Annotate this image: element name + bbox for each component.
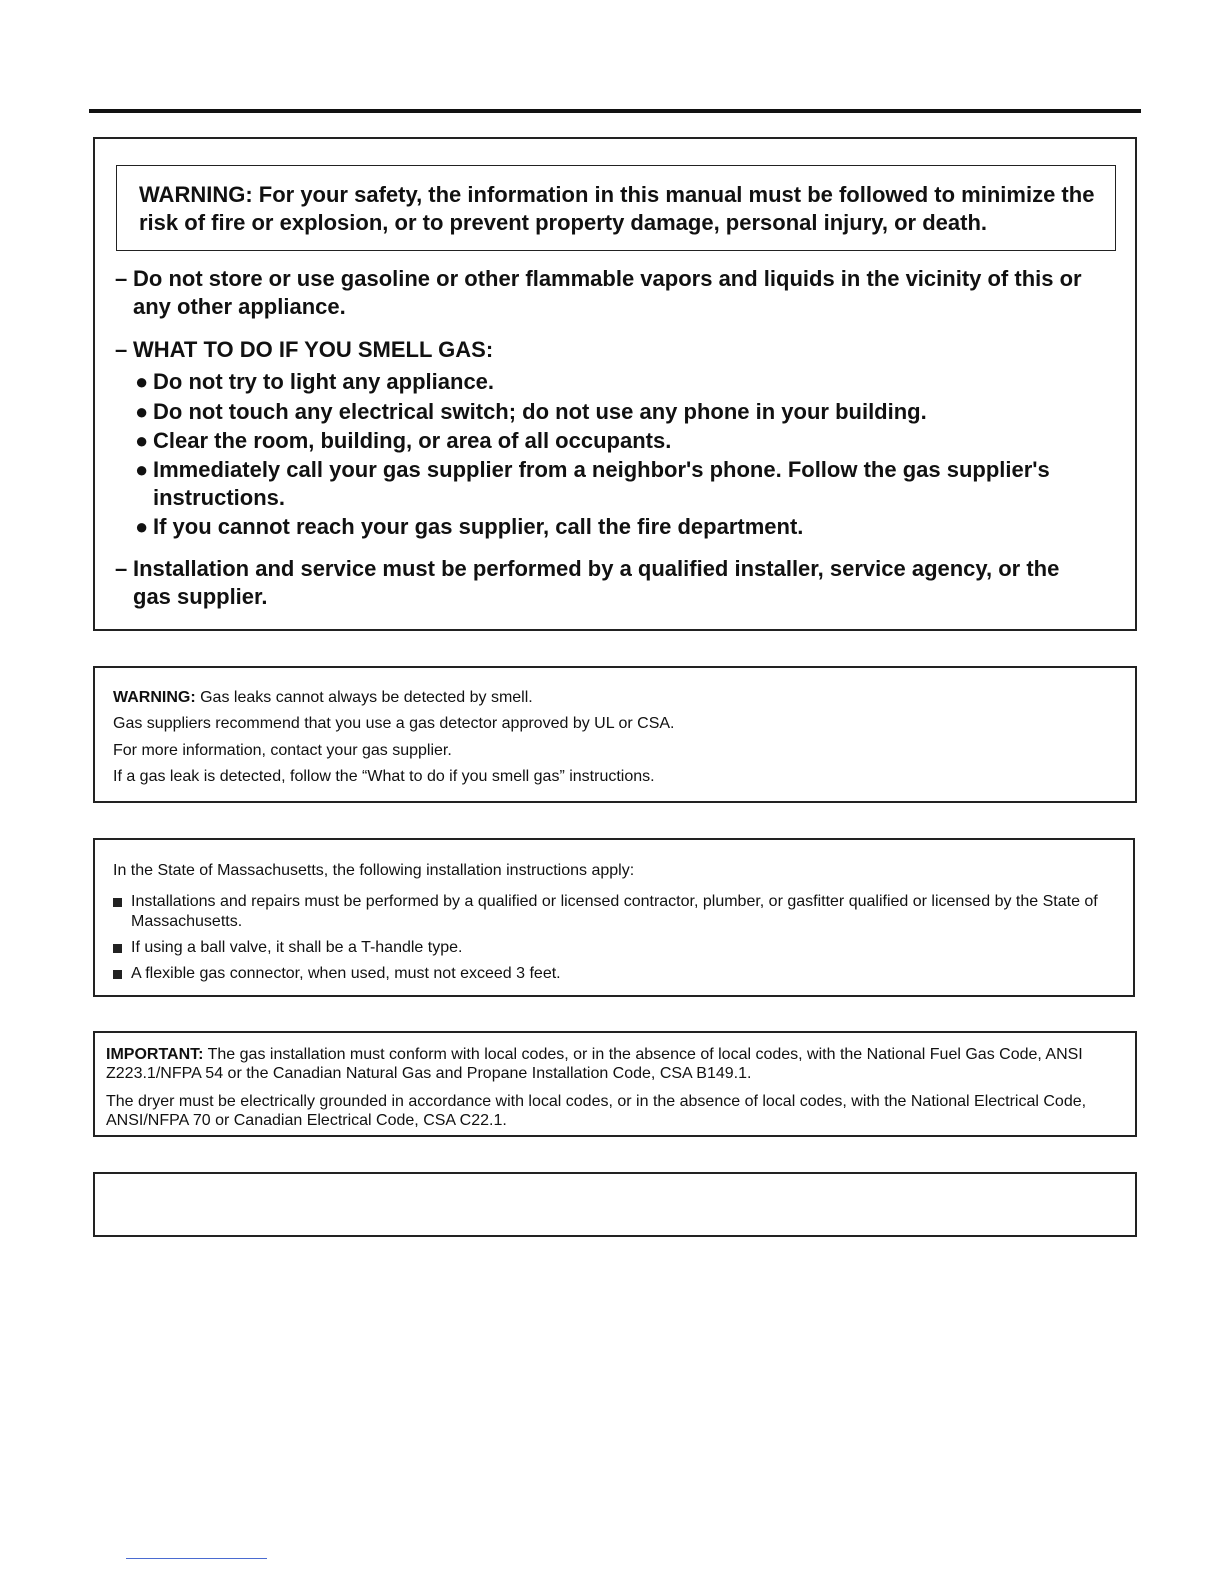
bullet-text: Clear the room, building, or area of all occupants. xyxy=(153,428,672,453)
footer-rule xyxy=(126,1558,267,1559)
item-flammable xyxy=(115,265,1115,321)
empty-box xyxy=(93,1172,1137,1237)
bullet-text: If you cannot reach your gas supplier, call the fire department. xyxy=(153,514,804,539)
mass-item-text: A flexible gas connector, when used, must not exceed 3 feet. xyxy=(131,965,561,982)
leak-line-1-text: Gas leaks cannot always be detected by smell. xyxy=(195,689,533,706)
important-para-1 xyxy=(106,1045,1106,1083)
gas-leak-warning-box xyxy=(93,666,1137,803)
leak-line-2: Gas suppliers recommend that you use a gas detector approved by UL or CSA. xyxy=(113,715,675,733)
leak-warning-label: WARNING: xyxy=(113,689,196,706)
dash-2: – xyxy=(115,337,128,362)
important-para-1-text: The gas installation must conform with local codes, or in the absence of local codes, with the National Fuel Gas Code, ANSI Z223.1/NFPA 54 or the Canadian Natural Gas and Propane Installation Code, CSA B149.1. xyxy=(106,1046,1083,1082)
important-para-2: The dryer must be electrically grounded in accordance with local codes, or in the absence of local codes, with the National Electrical Code, ANSI/NFPA 70 or Canadian Electrical Code, CSA C22.1. xyxy=(106,1093,1087,1129)
mass-item-text: If using a ball valve, it shall be a T-handle type. xyxy=(131,939,463,956)
mass-list-item xyxy=(113,938,1133,958)
warning-statement: WARNING: For your safety, the information in this manual must be followed to minimize the risk of fire or explosion, or to prevent property damage, personal injury, or death. xyxy=(139,182,1095,235)
smell-gas-heading: WHAT TO DO IF YOU SMELL GAS: xyxy=(133,337,494,362)
mass-list-item xyxy=(113,964,1133,984)
bullet-text: Do not try to light any appliance. xyxy=(153,369,495,394)
item-installation xyxy=(115,555,1115,611)
square-bullet-icon xyxy=(113,944,122,953)
bullet-item xyxy=(115,456,1115,512)
bullet-text: Do not touch any electrical switch; do not use any phone in your building. xyxy=(153,399,927,424)
leak-line-1 xyxy=(113,685,1135,711)
bullet-dot: ● xyxy=(135,428,149,453)
bullet-dot: ● xyxy=(135,399,149,424)
important-label: IMPORTANT: xyxy=(106,1046,204,1063)
bullet-dot: ● xyxy=(135,514,149,539)
safety-warning-box xyxy=(93,137,1137,631)
important-box xyxy=(93,1031,1137,1137)
bullet-item xyxy=(115,427,1115,455)
bullet-item xyxy=(115,398,1115,426)
dash-1: – xyxy=(115,266,128,291)
mass-item-text: Installations and repairs must be performed by a qualified or licensed contractor, plumber, or gasfitter qualified or licensed by the State of Massachusetts. xyxy=(131,893,1098,930)
item-installation-text: Installation and service must be performed by a qualified installer, service agency, or the gas supplier. xyxy=(133,556,1060,609)
leak-line-4: If a gas leak is detected, follow the “What to do if you smell gas” instructions. xyxy=(113,767,655,785)
leak-line-3: For more information, contact your gas supplier. xyxy=(113,741,452,759)
item-flammable-text: Do not store or use gasoline or other flammable vapors and liquids in the vicinity of this or any other appliance. xyxy=(133,266,1082,319)
square-bullet-icon xyxy=(113,898,122,907)
bullet-item xyxy=(115,513,1115,541)
square-bullet-icon xyxy=(113,970,122,979)
massachusetts-box xyxy=(93,838,1135,997)
bullet-text: Immediately call your gas supplier from a neighbor's phone. Follow the gas supplier's instructions. xyxy=(153,457,1050,510)
item-smell-gas xyxy=(115,336,1115,364)
mass-intro: In the State of Massachusetts, the following installation instructions apply: xyxy=(113,862,635,879)
top-rule xyxy=(89,109,1141,113)
bullet-item xyxy=(115,368,1115,396)
inner-warning-box xyxy=(116,165,1116,251)
bullet-dot: ● xyxy=(135,457,149,482)
dash-3: – xyxy=(115,556,128,581)
bullet-dot: ● xyxy=(135,369,149,394)
mass-list-item xyxy=(113,892,1116,932)
